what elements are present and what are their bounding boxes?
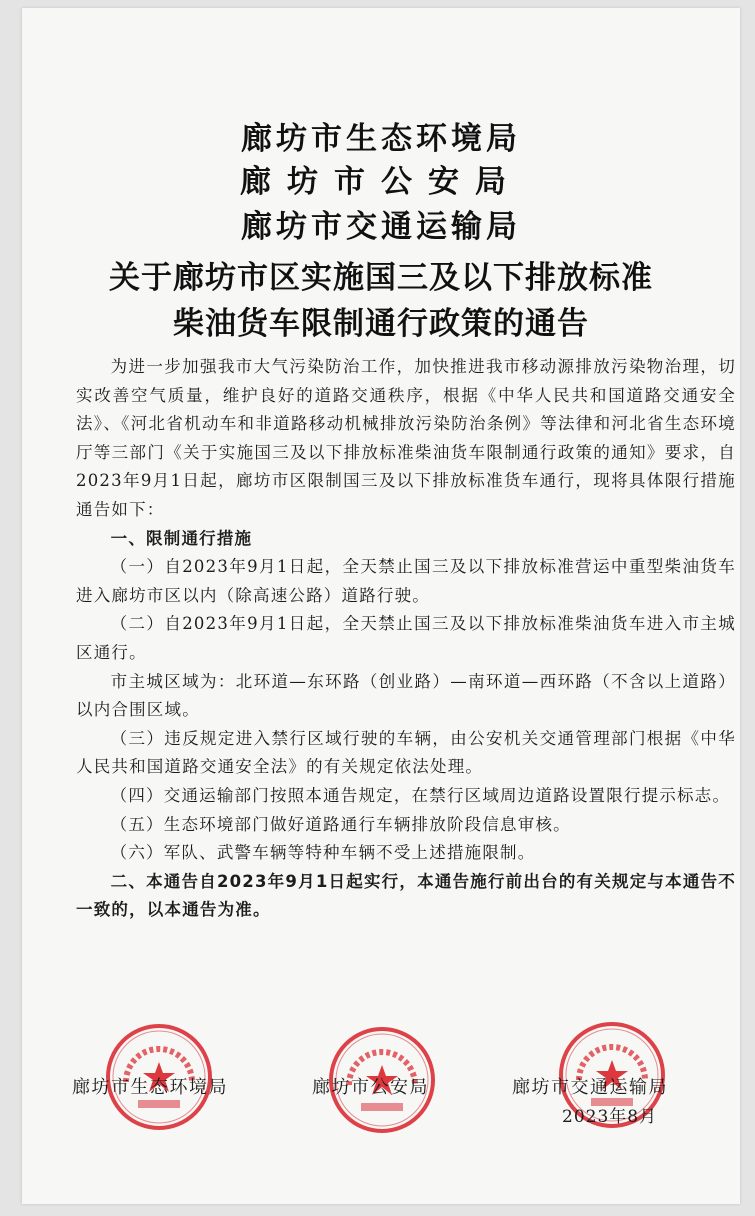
signature-ecology-bureau: 廊坊市生态环境局 xyxy=(72,1077,228,1098)
title-line-3: 廊坊市交通运输局 xyxy=(241,209,521,245)
section-2: 二、本通告自2023年9月1日起实行，本通告施行前出台的有关规定与本通告不一致的，以本通告为准。 xyxy=(76,871,736,920)
notice-body xyxy=(76,353,736,925)
item-6: （六）军队、武警车辆等特种车辆不受上述措施限制。 xyxy=(110,843,536,863)
signature-public-security-bureau: 廊坊市公安局 xyxy=(312,1077,429,1098)
area-definition: 市主城区域为：北环道—东环路（创业路）—南环道—西环路（不含以上道路）以内合围区域。 xyxy=(76,671,736,720)
title-line-4: 关于廊坊市区实施国三及以下排放标准 xyxy=(109,260,653,296)
intro-paragraph: 为进一步加强我市大气污染防治工作，加快推进我市移动源排放污染物治理，切实改善空气质量，维护良好的道路交通秩序，根据《中华人民共和国道路交通安全法》、《河北省机动车和非道路移动机械排放污染防治条例》等法律和河北省生态环境厅等三部门《关于实施国三及以下排放标准柴油货车限制通行政策的通知》要求，自2023年9月1日起，廊坊市区限制国三及以下排放标准货车通行，现将具体限行措施通告如下： xyxy=(76,357,736,519)
item-5: （五）生态环境部门做好道路通行车辆排放阶段信息审核。 xyxy=(110,814,571,834)
signature-transport-bureau: 廊坊市交通运输局 xyxy=(512,1077,668,1098)
title-line-2: 廊坊市公安局 xyxy=(240,164,522,200)
item-3: （三）违反规定进入禁行区域行驶的车辆，由公安机关交通管理部门根据《中华人民共和国道路交通安全法》的有关规定依法处理。 xyxy=(76,728,736,777)
title-line-5: 柴油货车限制通行政策的通告 xyxy=(173,306,589,342)
document-page xyxy=(22,8,740,1204)
section-1-heading: 一、限制通行措施 xyxy=(110,528,253,548)
issue-date: 2023年8月 xyxy=(562,1107,658,1127)
item-4: （四）交通运输部门按照本通告规定，在禁行区域周边道路设置限行提示标志。 xyxy=(110,785,731,805)
item-2: （二）自2023年9月1日起，全天禁止国三及以下排放标准柴油货车进入市主城区通行。 xyxy=(76,614,736,662)
title-line-1: 廊坊市生态环境局 xyxy=(241,121,521,157)
item-1: （一）自2023年9月1日起，全天禁止国三及以下排放标准营运中重型柴油货车进入廊坊市区以内（除高速公路）道路行驶。 xyxy=(76,557,736,605)
